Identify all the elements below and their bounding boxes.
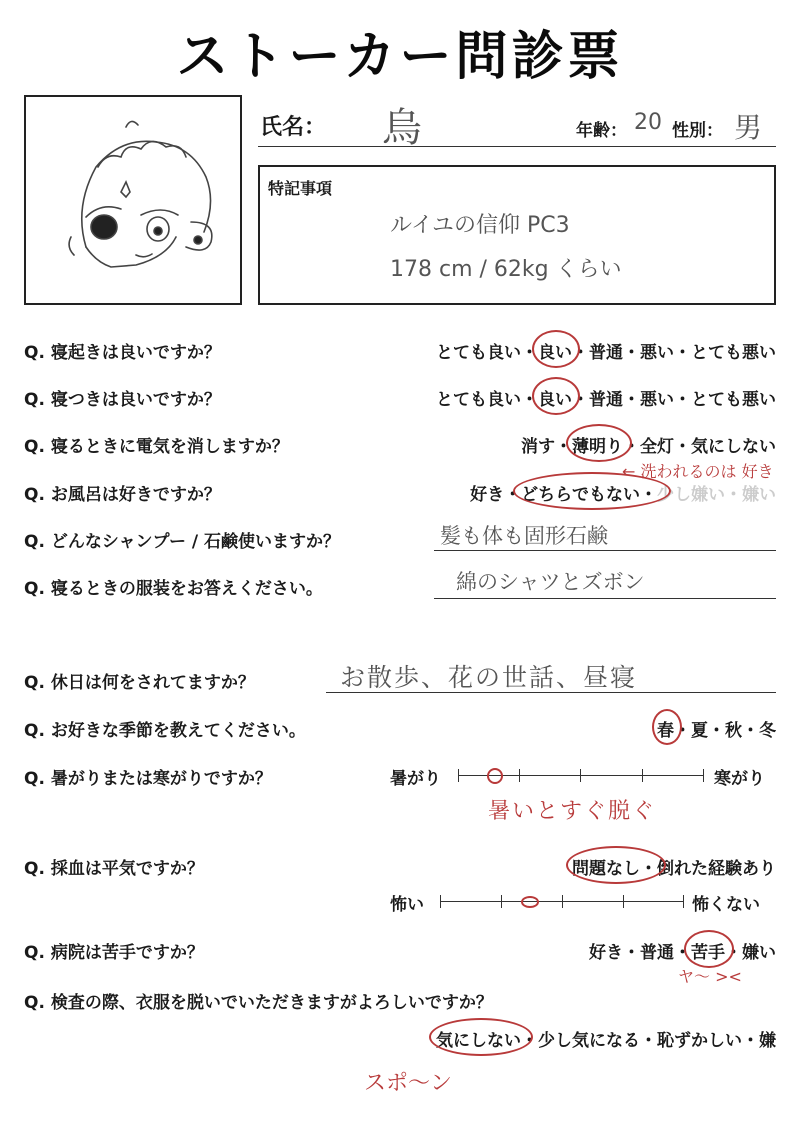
answer-7-underline xyxy=(326,692,776,693)
blood-scale xyxy=(440,901,684,902)
selected-option-4: どちらでもない xyxy=(521,480,640,505)
answer-options-2: とても良い・良い ・普通・悪い・とても悪い xyxy=(436,385,776,410)
gender-value: 男 xyxy=(734,111,763,144)
gender-label-prefix: 性別： xyxy=(672,121,723,141)
question-6: Q. 寝るときの服装をお答えください。 xyxy=(24,579,323,599)
question-1: Q. 寝起きは良いですか？ xyxy=(24,343,221,363)
selected-option-3: 薄明り xyxy=(572,432,623,457)
question-11: Q. 病院は苦手ですか？ xyxy=(24,943,204,963)
selected-option-10: 問題なし xyxy=(572,854,640,879)
character-portrait-icon xyxy=(26,97,240,303)
answer-5-underline xyxy=(434,550,776,551)
hospital-note: ヤ～ >< xyxy=(678,967,742,986)
answer-options-11: 好き・普通・苦手 ・嫌い xyxy=(589,938,776,963)
notes-label: 特記事項 xyxy=(268,179,333,198)
question-4: Q. お風呂は好きですか？ xyxy=(24,485,221,505)
name-underline xyxy=(258,146,776,147)
bath-note: ← 洗われるのは 好き xyxy=(622,462,774,481)
answer-options-4: 好き・どちらでもない ・少し嫌い・嫌い xyxy=(470,480,776,505)
page-title: ストーカー問診票 xyxy=(176,27,624,87)
name-label: 氏名： xyxy=(260,115,327,140)
temperature-scale xyxy=(458,775,704,776)
answer-7: お散歩、花の世話、昼寝 xyxy=(340,663,638,692)
age-label: 年齢： xyxy=(576,121,627,141)
answer-5: 髪も体も固形石鹸 xyxy=(440,524,608,548)
question-10: Q. 採血は平気ですか？ xyxy=(24,859,204,879)
portrait-box xyxy=(24,95,242,305)
question-9: Q. 暑がりまたは寒がりですか？ xyxy=(24,769,272,789)
selected-option-11: 苦手 xyxy=(691,938,725,963)
name-value: 烏 xyxy=(382,105,422,151)
scale-10-marker xyxy=(521,896,539,908)
question-5: Q. どんなシャンプー / 石鹸使いますか？ xyxy=(24,532,341,552)
answer-6-underline xyxy=(434,598,776,599)
scale-9-right: 寒がり xyxy=(714,769,765,789)
notes-line-2: 178 cm / 62kg くらい xyxy=(390,257,622,282)
answer-options-1: とても良い・良い ・普通・悪い・とても悪い xyxy=(436,338,776,363)
answer-6: 綿のシャツとズボン xyxy=(456,570,645,594)
answer-options-10: 問題なし ・倒れた経験あり xyxy=(572,854,776,879)
answer-options-3: 消す・薄明り ・全灯・気にしない xyxy=(521,432,776,457)
question-7: Q. 休日は何をされてますか？ xyxy=(24,673,255,693)
scale-9-left: 暑がり xyxy=(390,769,441,789)
undress-note: スポ～ン xyxy=(364,1071,453,1096)
scale-10-left: 怖い xyxy=(390,895,424,915)
selected-option-1: 良い xyxy=(538,338,572,363)
temperature-note: 暑いとすぐ脱ぐ xyxy=(488,799,657,824)
notes-line-1: ルイユの信仰 PC3 xyxy=(390,213,570,238)
question-2: Q. 寝つきは良いですか？ xyxy=(24,390,221,410)
selected-option-2: 良い xyxy=(538,385,572,410)
selected-option-12: 気にしない xyxy=(436,1026,521,1051)
question-8: Q. お好きな季節を教えてください。 xyxy=(24,721,306,741)
answer-options-12: 気にしない ・少し気になる・恥ずかしい・嫌 xyxy=(436,1026,776,1051)
question-3: Q. 寝るときに電気を消しますか？ xyxy=(24,437,289,457)
question-12: Q. 検査の際、衣服を脱いでいただきますがよろしいですか？ xyxy=(24,993,493,1013)
answer-options-8: 春 ・夏・秋・冬 xyxy=(657,716,776,741)
age-value: 20 xyxy=(634,110,662,135)
scale-10-right: 怖くない xyxy=(692,895,760,915)
selected-option-8: 春 xyxy=(657,716,674,741)
scale-9-marker xyxy=(487,768,503,784)
